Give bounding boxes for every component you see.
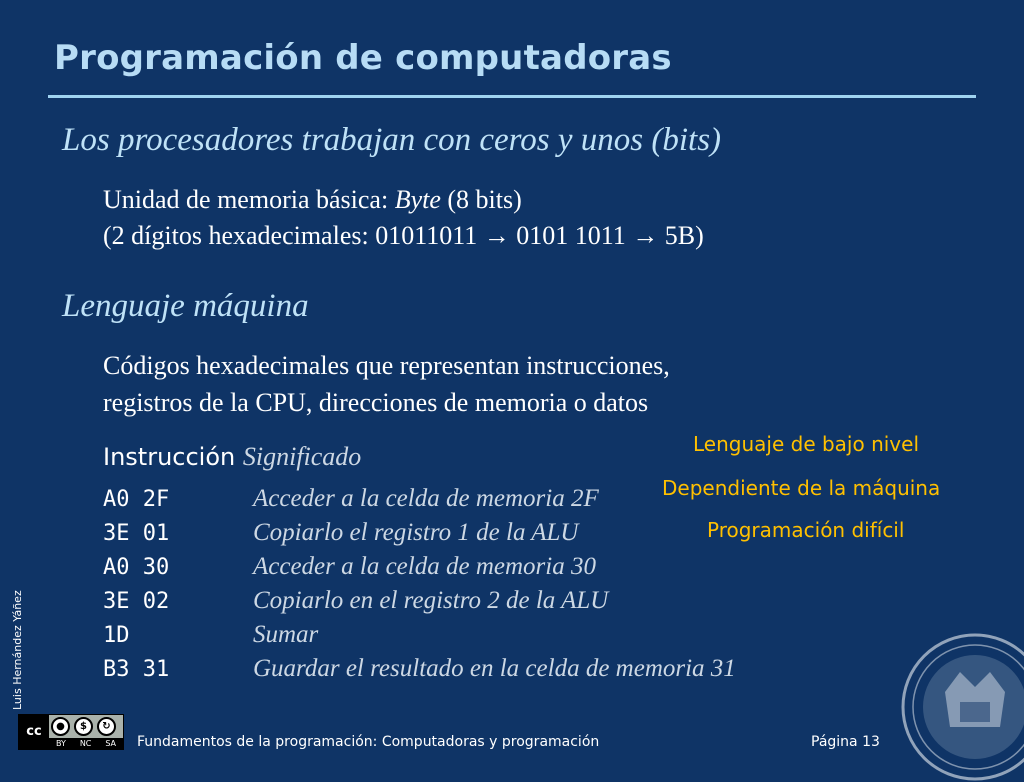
instruction-code: A0 2F (103, 487, 170, 512)
instruction-meaning: Copiarlo el registro 1 de la ALU (253, 519, 579, 546)
byte-definition-prefix: Unidad de memoria básica: (103, 185, 395, 214)
instruction-code: 1D (103, 623, 130, 648)
table-header (103, 442, 361, 472)
section-heading-machine-language: Lenguaje máquina (62, 288, 309, 324)
license-tags (49, 738, 123, 749)
nc-icon: $ (74, 717, 93, 736)
instruction-meaning: Guardar el resultado en la celda de memoria 31 (253, 655, 736, 682)
header-meaning: Significado (242, 442, 362, 471)
byte-definition-suffix: (8 bits) (440, 185, 522, 214)
hex-example: (2 dígitos hexadecimales: 01011011 → 0101 1011 → 5B) (103, 221, 704, 250)
instruction-code: A0 30 (103, 555, 170, 580)
instruction-code: 3E 02 (103, 589, 170, 614)
title-divider (48, 95, 976, 98)
byte-definition (103, 185, 522, 215)
by-icon: ● (51, 717, 70, 736)
note-low-level: Lenguaje de bajo nivel (693, 432, 920, 456)
note-hard-programming: Programación difícil (707, 518, 905, 542)
instruction-meaning: Acceder a la celda de memoria 2F (253, 485, 599, 512)
sa-icon: ↻ (97, 717, 116, 736)
machine-language-desc-1: Códigos hexadecimales que representan instrucciones, (103, 351, 670, 380)
instruction-code: B3 31 (103, 657, 170, 682)
footer-page-number: Página 13 (811, 734, 880, 750)
university-seal-logo (900, 632, 1024, 782)
author-name: Luis Hernández Yáñez (11, 590, 24, 710)
instruction-meaning: Sumar (253, 621, 319, 648)
footer-course: Fundamentos de la programación: Computadoras y programación (137, 734, 600, 750)
instruction-code: 3E 01 (103, 521, 170, 546)
license-tag-by: BY (55, 739, 66, 748)
section-heading-bits: Los procesadores trabajan con ceros y unos (bits) (62, 122, 722, 158)
instruction-meaning: Acceder a la celda de memoria 30 (253, 553, 596, 580)
instruction-meaning: Copiarlo en el registro 2 de la ALU (253, 587, 609, 614)
header-instruction: Instrucción (103, 443, 236, 471)
license-tag-nc: NC (79, 739, 92, 748)
machine-language-desc-2: registros de la CPU, direcciones de memoria o datos (103, 388, 649, 417)
slide-title: Programación de computadoras (54, 38, 672, 78)
license-icons (51, 717, 116, 736)
byte-term: Byte (394, 185, 441, 214)
cc-label: cc (19, 715, 49, 749)
creative-commons-badge[interactable] (18, 714, 124, 750)
note-machine-dependent: Dependiente de la máquina (662, 476, 941, 500)
license-tag-sa: SA (105, 739, 117, 748)
